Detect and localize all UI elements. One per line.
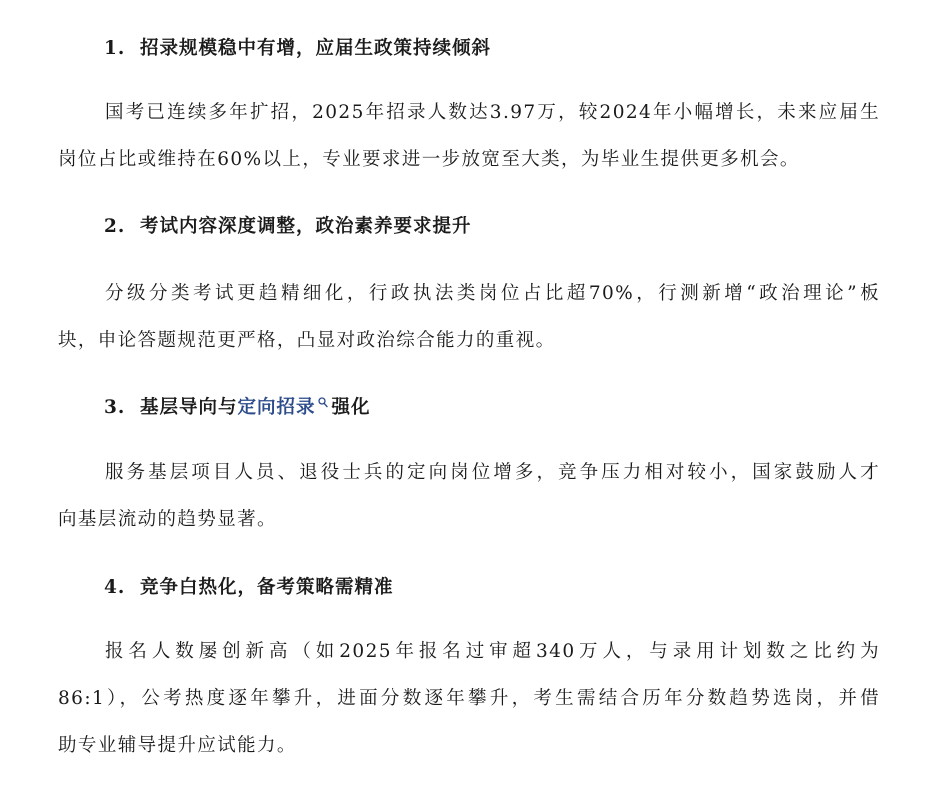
section-title-part: 基层导向与 xyxy=(140,397,238,418)
section-heading-2 xyxy=(104,215,472,239)
section-title: 考试内容深度调整，政治素养要求提升 xyxy=(140,216,472,237)
section-paragraph-3 xyxy=(58,449,880,543)
section-title: 竞争白热化，备考策略需精准 xyxy=(140,577,394,598)
paragraph-line: 块，申论答题规范更严格，凸显对政治综合能力的重视。 xyxy=(58,330,556,351)
paragraph-line: 助专业辅导提升应试能力。 xyxy=(58,735,297,756)
section-heading-3 xyxy=(104,396,371,420)
section-title: 招录规模稳中有增，应届生政策持续倾斜 xyxy=(140,38,492,59)
paragraph-line: 向基层流动的趋势显著。 xyxy=(58,509,277,530)
paragraph-line: 国考已连续多年扩招，2025年招录人数达3.97万，较2024年小幅增长，未来应届生 xyxy=(105,102,880,123)
search-link[interactable]: 定向招录 xyxy=(237,397,316,418)
paragraph-line: 报名人数屡创新高（如2025年报名过审超340万人，与录用计划数之比约为 xyxy=(105,641,880,662)
section-number: 2. xyxy=(104,216,126,237)
paragraph-line: 岗位占比或维持在60%以上，专业要求进一步放宽至大类，为毕业生提供更多机会。 xyxy=(58,149,800,170)
section-paragraph-2 xyxy=(58,270,880,364)
section-heading-4 xyxy=(104,576,394,600)
paragraph-line: 分级分类考试更趋精细化，行政执法类岗位占比超70%，行测新增“政治理论”板 xyxy=(105,283,880,304)
paragraph-line: 86:1），公考热度逐年攀升，进面分数逐年攀升，考生需结合历年分数趋势选岗，并借 xyxy=(58,688,880,709)
section-paragraph-4 xyxy=(58,628,880,769)
section-paragraph-1 xyxy=(58,89,880,183)
section-number: 3. xyxy=(104,397,126,418)
section-number: 4. xyxy=(104,577,126,598)
paragraph-line: 服务基层项目人员、退役士兵的定向岗位增多，竞争压力相对较小，国家鼓励人才 xyxy=(105,462,880,483)
section-heading-1 xyxy=(104,37,491,61)
section-number: 1. xyxy=(104,38,126,59)
search-icon[interactable] xyxy=(318,396,328,410)
section-title-part: 强化 xyxy=(331,397,371,418)
